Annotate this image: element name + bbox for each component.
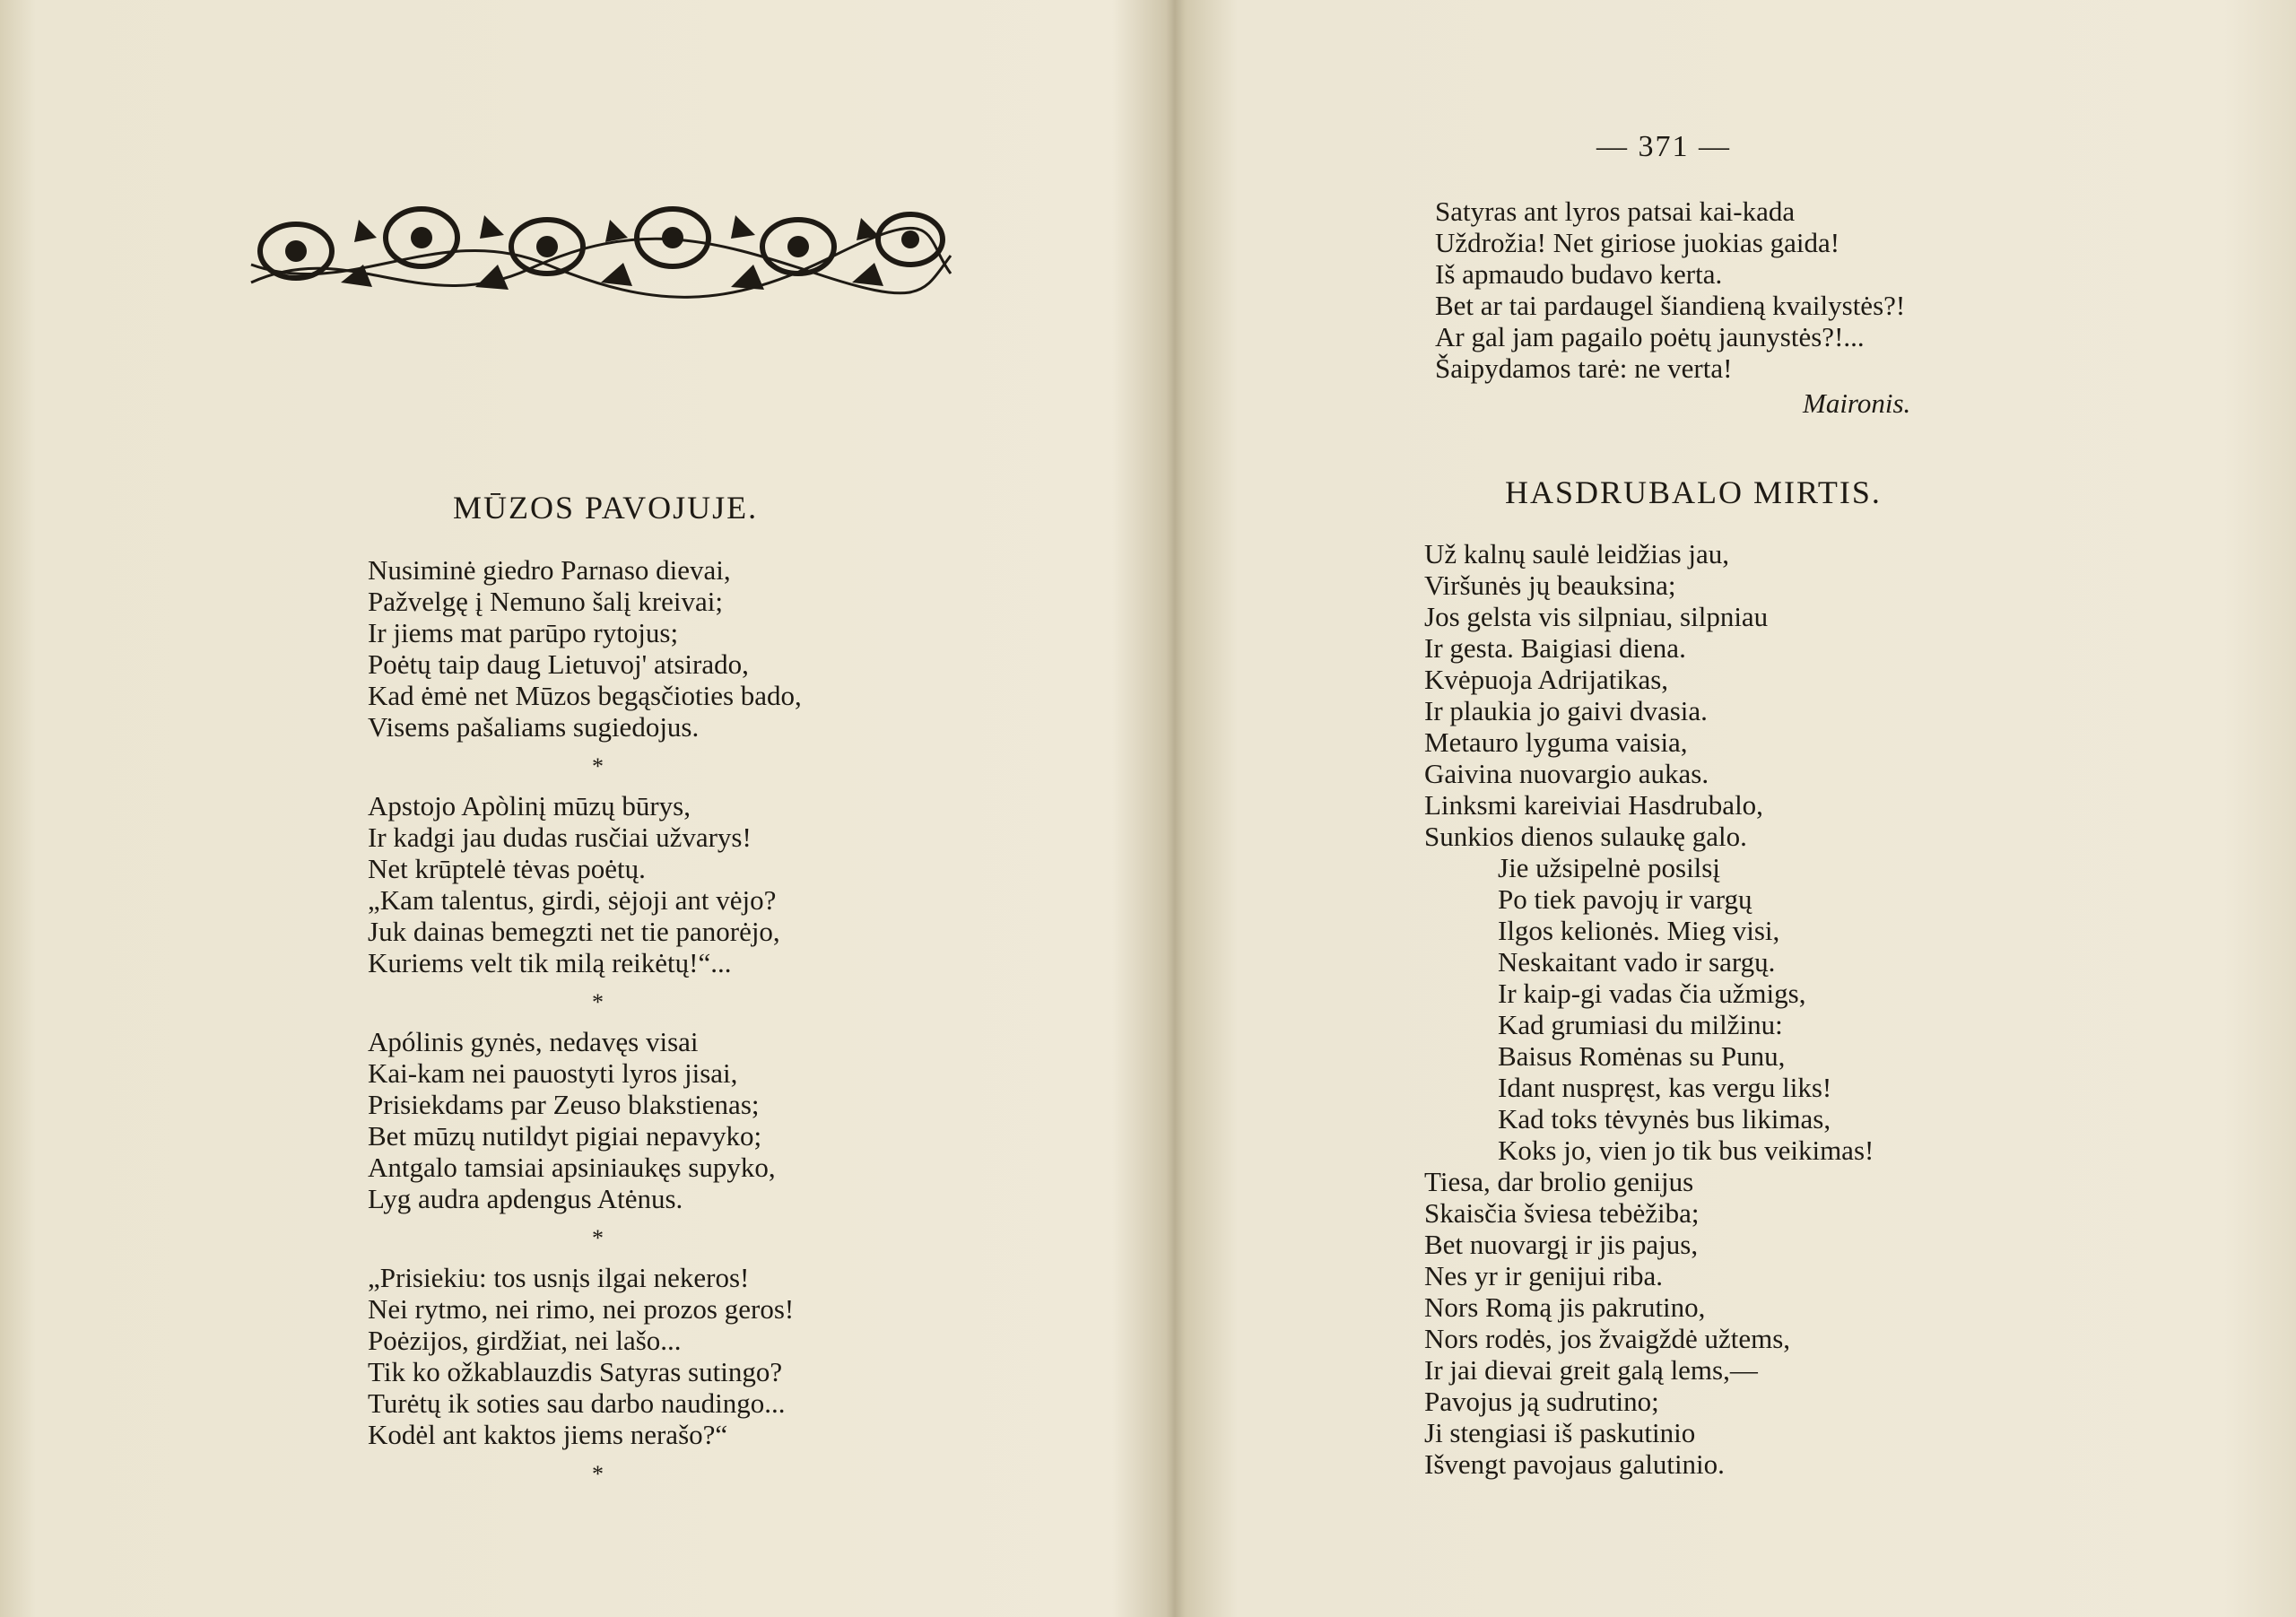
poem-line: Pažvelgę į Nemuno šalį kreivai; xyxy=(368,586,723,617)
stanza-separator: * xyxy=(592,989,604,1015)
poem-line: Kodėl ant kaktos jiems nerašo?“ xyxy=(368,1419,728,1450)
poem-title-second: HASDRUBALO MIRTIS. xyxy=(1505,474,1882,510)
poem-line: „Prisiekiu: tos usnįs ilgai nekeros! xyxy=(368,1262,750,1293)
right-page xyxy=(1175,0,2296,1617)
author-signature: Maironis. xyxy=(1803,387,1911,419)
poem-line: Koks jo, vien jo tik bus veikimas! xyxy=(1498,1135,1874,1166)
poem-line: Ir jiems mat parūpo rytojus; xyxy=(368,617,679,648)
poem-line: Ir kaip-gi vadas čia užmigs, xyxy=(1498,978,1806,1009)
poem-line: Išvengt pavojaus galutinio. xyxy=(1424,1448,1725,1480)
poem-line: Kai-kam nei pauostyti lyros jisai, xyxy=(368,1057,738,1089)
stanza-separator: * xyxy=(592,753,604,779)
poem-line: Baisus Romėnas su Punu, xyxy=(1498,1040,1786,1072)
poem-line: Lyg audra apdengus Atėnus. xyxy=(368,1183,683,1214)
poem-line: Kuriems velt tik milą reikėtų!“... xyxy=(368,947,732,978)
poem-line: Prisiekdams par Zeuso blakstienas; xyxy=(368,1089,760,1120)
poem-line: Sunkios dienos sulaukę galo. xyxy=(1424,821,1747,852)
poem-line: Uždrožia! Net giriose juokias gaida! xyxy=(1435,227,1840,258)
stanza-separator: * xyxy=(592,1461,604,1487)
poem-line: Tik ko ožkablauzdis Satyras sutingo? xyxy=(368,1356,783,1387)
poem-line: Ir jai dievai greit galą lems,— xyxy=(1424,1354,1758,1386)
poem-line: Skaisčia šviesa tebėžiba; xyxy=(1424,1197,1700,1229)
poem-line: Juk dainas bemegzti net tie panorėjo, xyxy=(368,916,780,947)
poem-line: Kad toks tėvynės bus likimas, xyxy=(1498,1103,1831,1135)
poem-line: Viršunės jų beauksina; xyxy=(1424,569,1676,601)
poem-line: Jie užsipelnė posilsį xyxy=(1498,852,1720,883)
poem-line: Apólinis gynės, nedavęs visai xyxy=(368,1026,699,1057)
poem-line: Apstojo Apòlinį mūzų būrys, xyxy=(368,790,691,822)
poem-body-second xyxy=(1424,538,1874,1480)
poem-line: Jos gelsta vis silpniau, silpniau xyxy=(1424,601,1769,632)
poem-line: Turėtų ik soties sau darbo naudingo... xyxy=(368,1387,786,1419)
poem-line: Tiesa, dar brolio genijus xyxy=(1424,1166,1694,1197)
poem-line: Linksmi kareiviai Hasdrubalo, xyxy=(1424,789,1763,821)
poem-line: Ir gesta. Baigiasi diena. xyxy=(1424,632,1686,664)
poem-line: Nes yr ir genijui riba. xyxy=(1424,1260,1664,1291)
poem-line: Nors rodės, jos žvaigždė užtems, xyxy=(1424,1323,1791,1354)
poem-line: Pavojus ją sudrutino; xyxy=(1424,1386,1659,1417)
poem-line: Poėtų taip daug Lietuvoj' atsirado, xyxy=(368,648,749,680)
poem-line: Nei rytmo, nei rimo, nei prozos geros! xyxy=(368,1293,795,1325)
poem-line: Bet mūzų nutildyt pigiai nepavyko; xyxy=(368,1120,762,1152)
poem-line: Visems pašaliams sugiedojus. xyxy=(368,711,700,743)
poem-line: Iš apmaudo budavo kerta. xyxy=(1435,258,1723,290)
poem-line: Už kalnų saulė leidžias jau, xyxy=(1424,538,1730,569)
poem-line: Ar gal jam pagailo poėtų jaunystės?!... xyxy=(1435,321,1865,352)
page-number: — 371 — xyxy=(1596,130,1731,163)
poem-continuation xyxy=(1435,196,1905,384)
poem-line: Ir kadgi jau dudas rusčiai užvarys! xyxy=(368,822,752,853)
poem-line: Ji stengiasi iš paskutinio xyxy=(1424,1417,1696,1448)
poem-body xyxy=(368,554,802,1498)
poem-line: Idant nuspręst, kas vergu liks! xyxy=(1498,1072,1832,1103)
poem-line: Nusiminė giedro Parnaso dievai, xyxy=(368,554,731,586)
poem-line: Po tiek pavojų ir vargų xyxy=(1498,883,1752,915)
poem-line: Bet ar tai pardaugel šiandieną kvailystės?! xyxy=(1435,290,1906,321)
floral-ornament-icon xyxy=(242,184,960,318)
poem-title: MŪZOS PAVOJUJE. xyxy=(453,490,759,526)
poem-line: Poėzijos, girdžiat, nei lašo... xyxy=(368,1325,682,1356)
poem-line: Kad grumiasi du milžinu: xyxy=(1498,1009,1783,1040)
poem-line: Gaivina nuovargio aukas. xyxy=(1424,758,1709,789)
poem-line: Ir plaukia jo gaivi dvasia. xyxy=(1424,695,1708,726)
poem-line: Bet nuovargį ir jis pajus, xyxy=(1424,1229,1699,1260)
poem-line: Metauro lyguma vaisia, xyxy=(1424,726,1688,758)
poem-line: Ilgos kelionės. Mieg visi, xyxy=(1498,915,1780,946)
poem-line: Net krūptelė tėvas poėtų. xyxy=(368,853,646,884)
poem-line: Šaipydamos tarė: ne verta! xyxy=(1435,352,1733,384)
poem-line: Kvėpuoja Adrijatikas, xyxy=(1424,664,1669,695)
poem-line: Neskaitant vado ir sargų. xyxy=(1498,946,1776,978)
poem-line: Antgalo tamsiai apsiniaukęs supyko, xyxy=(368,1152,776,1183)
poem-line: „Kam talentus, girdi, sėjoji ant vėjo? xyxy=(368,884,777,916)
stanza-separator: * xyxy=(592,1225,604,1251)
poem-line: Satyras ant lyros patsai kai-kada xyxy=(1435,196,1796,227)
poem-line: Kad ėmė net Mūzos begąsčioties bado, xyxy=(368,680,802,711)
poem-line: Nors Romą jis pakrutino, xyxy=(1424,1291,1706,1323)
